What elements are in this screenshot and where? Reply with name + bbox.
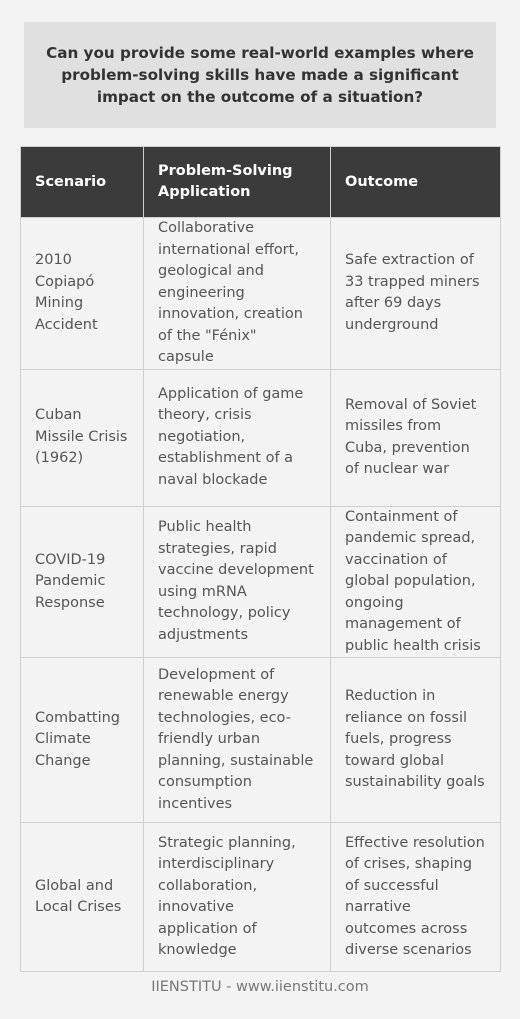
examples-table	[20, 146, 501, 972]
header-application: Problem-Solving Application	[144, 147, 331, 218]
cell-scenario: Cuban Missile Crisis (1962)	[21, 369, 144, 506]
table-row	[21, 658, 501, 823]
table-row	[21, 506, 501, 658]
cell-outcome: Safe extraction of 33 trapped miners after 69 days underground	[331, 218, 501, 370]
table-row	[21, 823, 501, 972]
header-outcome: Outcome	[331, 147, 501, 218]
cell-application: Collaborative international effort, geological and engineering innovation, creation of the "Fénix" capsule	[144, 218, 331, 370]
cell-outcome: Reduction in reliance on fossil fuels, progress toward global sustainability goals	[331, 658, 501, 823]
cell-application: Public health strategies, rapid vaccine development using mRNA technology, policy adjustments	[144, 506, 331, 658]
question-box	[24, 22, 496, 128]
table-row	[21, 218, 501, 370]
cell-scenario: 2010 Copiapó Mining Accident	[21, 218, 144, 370]
cell-scenario: Combatting Climate Change	[21, 658, 144, 823]
cell-outcome: Containment of pandemic spread, vaccination of global population, ongoing management of public health crisis	[331, 506, 501, 658]
header-scenario: Scenario	[21, 147, 144, 218]
cell-scenario: Global and Local Crises	[21, 823, 144, 972]
cell-application: Strategic planning, interdisciplinary collaboration, innovative application of knowledge	[144, 823, 331, 972]
cell-application: Development of renewable energy technologies, eco-friendly urban planning, sustainable consumption incentives	[144, 658, 331, 823]
cell-application: Application of game theory, crisis negotiation, establishment of a naval blockade	[144, 369, 331, 506]
cell-scenario: COVID-19 Pandemic Response	[21, 506, 144, 658]
question-title: Can you provide some real-world examples where problem-solving skills have made a significant impact on the outcome of a situation?	[46, 44, 474, 106]
table-row	[21, 369, 501, 506]
cell-outcome: Effective resolution of crises, shaping of successful narrative outcomes across diverse scenarios	[331, 823, 501, 972]
footer-credit: IIENSTITU - www.iienstitu.com	[151, 979, 369, 995]
table-header-row	[21, 147, 501, 218]
cell-outcome: Removal of Soviet missiles from Cuba, prevention of nuclear war	[331, 369, 501, 506]
